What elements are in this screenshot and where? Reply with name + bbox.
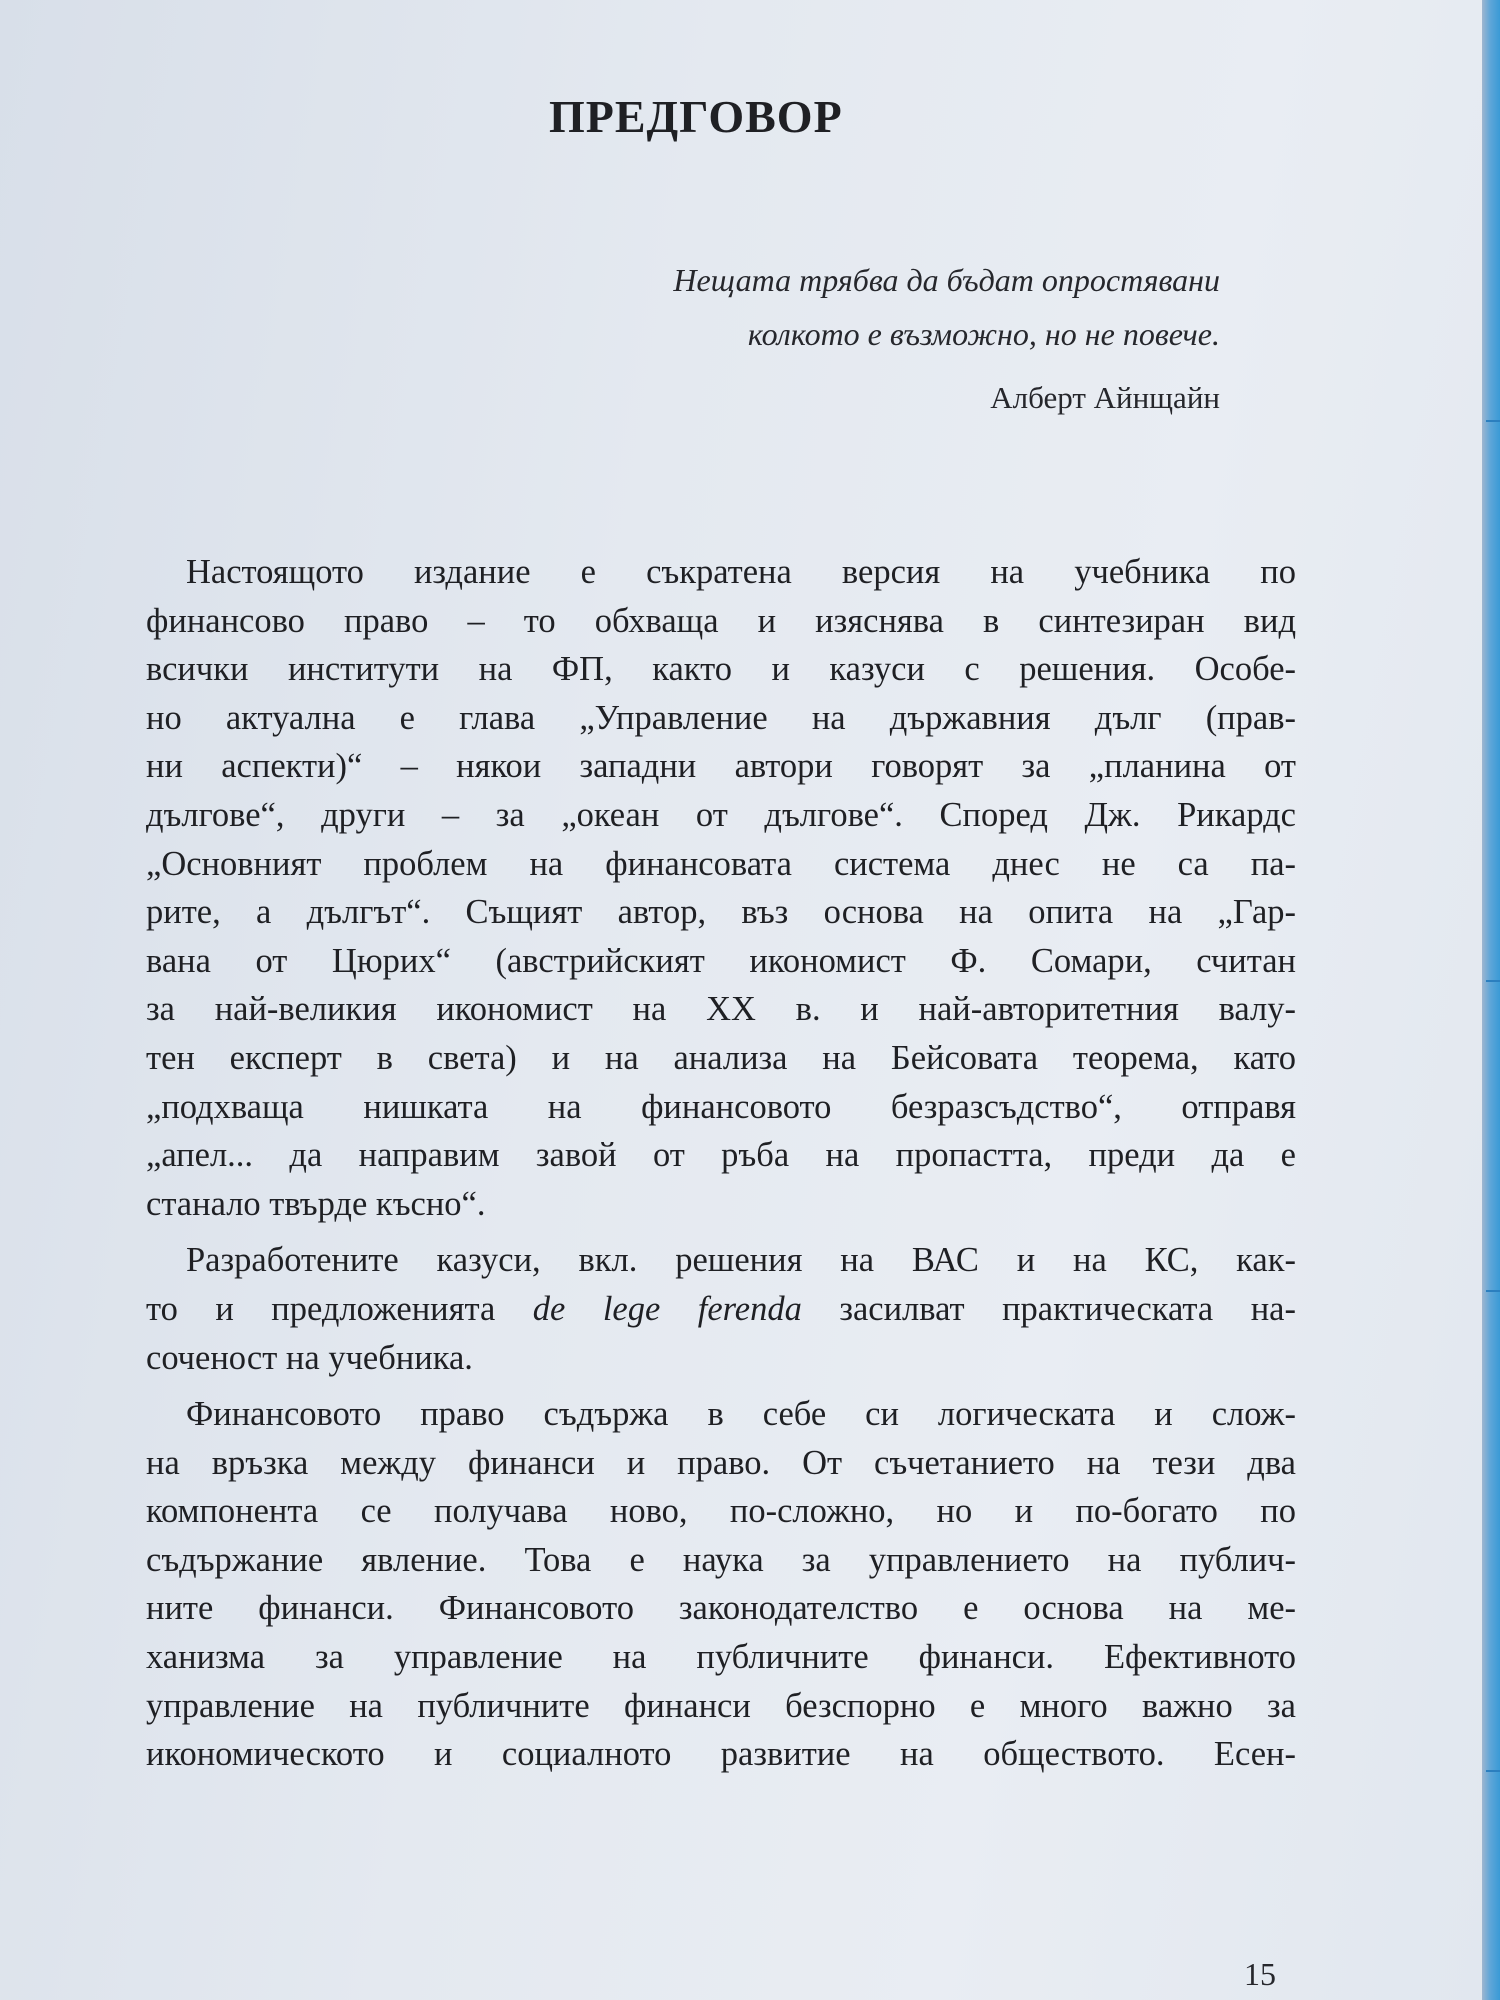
page-number: 15 [1244,1956,1276,1992]
text-line: дългове“, други – за „океан от дългове“. Според Дж. Рикардс [146,795,1296,834]
edge-line [1486,1290,1500,1292]
text-line: ни аспекти)“ – някои западни автори говорят за „планина от [146,747,1296,786]
text-line: рите, а дългът“. Същият автор, въз основа на опита на „Гар- [146,893,1296,932]
epigraph-author: Алберт Айнщайн [990,380,1220,415]
text-line: всички институти на ФП, както и казуси с решения. Особе- [146,650,1296,689]
paragraph-3 [146,1390,1296,1779]
text-line: съдържание явление. Това е наука за управлението на публич- [146,1540,1296,1579]
text-line: вана от Цюрих“ (австрийският икономист Ф. Сомари, считан [146,941,1296,980]
text-line: но актуална е глава „Управление на държавния дълг (прав- [146,698,1296,737]
book-edge [1482,0,1500,2000]
body-text [146,548,1296,1787]
text-line: управление на публичните финанси безспорно е много важно за [146,1686,1296,1725]
edge-line [1486,420,1500,422]
text-line: „апел... да направим завой от ръба на пропастта, преди да е [146,1136,1296,1175]
text-line: Разработените казуси, вкл. решения на ВАС и на КС, как- [186,1241,1296,1280]
paragraph-1 [146,548,1296,1228]
text-line: компонента се получава ново, по-сложно, но и по-богато по [146,1492,1296,1531]
epigraph-line: Нещата трябва да бъдат опростявани [673,262,1220,298]
text-line: „подхваща нишката на финансовото безразсъдство“, отправя [146,1087,1296,1126]
text-line: Финансовото право съдържа в себе си логическата и слож- [186,1395,1296,1434]
text-line: соченост на учебника. [146,1338,473,1377]
edge-line [1486,1770,1500,1772]
page-title: ПРЕДГОВОР [549,91,843,142]
text-line: ните финанси. Финансовото законодателство е основа на ме- [146,1589,1296,1628]
text-line: ханизма за управление на публичните финанси. Ефективното [146,1638,1296,1677]
epigraph [420,262,1220,416]
text-line: за най-великия икономист на XX в. и най-авторитетния валу- [146,990,1296,1029]
edge-line [1486,980,1500,982]
text-line: тен експерт в света) и на анализа на Бейсовата теорема, като [146,1038,1296,1077]
text-line: на връзка между финанси и право. От съчетанието на тези два [146,1443,1296,1482]
text-line: то и предложенията de lege ferenda засилват практическата на- [146,1289,1296,1328]
text-line: финансово право – то обхваща и изяснява в синтезиран вид [146,601,1296,640]
epigraph-line: колкото е възможно, но не повече. [747,316,1220,352]
text-line: „Основният проблем на финансовата система днес не са па- [146,844,1296,883]
paragraph-2 [146,1236,1296,1382]
text-line: станало твърде късно“. [146,1184,486,1223]
text-line: Настоящото издание е съкратена версия на учебника по [186,553,1296,591]
text-line: икономическото и социалното развитие на обществото. Есен- [146,1735,1296,1774]
